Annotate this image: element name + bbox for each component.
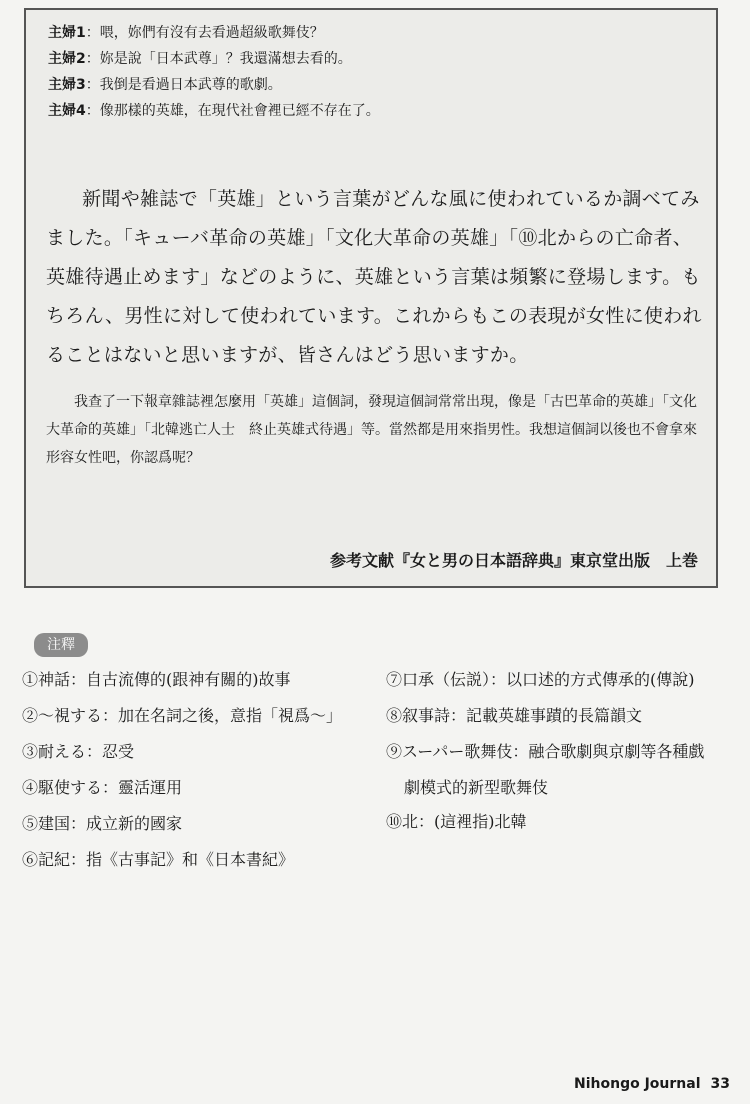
note-term: ②～視する [22, 706, 103, 725]
note-meaning: ：自古流傳的(跟神有關的)故事 [70, 670, 291, 689]
note-term: ⑥記紀 [22, 850, 71, 869]
note-term: ⑧叙事詩 [386, 706, 451, 725]
note-item [386, 740, 736, 800]
note-term: ⑤建国 [22, 814, 71, 833]
dialogue [48, 20, 698, 124]
chinese-paragraph [46, 388, 706, 472]
dialogue-line [48, 20, 698, 46]
note-meaning: ：融合歌劇與京劇等各種戲 [512, 742, 705, 761]
note-item [22, 776, 382, 812]
speaker: 主婦2 [48, 51, 86, 67]
note-term: ③耐える [22, 742, 87, 761]
note-meaning-continued: 劇模式的新型歌舞伎 [404, 778, 549, 797]
note-term: ⑨スーパー歌舞伎 [386, 742, 513, 761]
note-meaning: ：指《古事記》和《日本書紀》 [70, 850, 295, 869]
speaker: 主婦3 [48, 77, 86, 93]
article-box [24, 8, 718, 588]
notes-label: 注釋 [34, 633, 88, 657]
reference: 参考文献『女と男の日本語辞典』東京堂出版 上巻 [329, 551, 698, 570]
notes-left-column [22, 668, 382, 884]
notes-right-column [386, 668, 736, 846]
dialogue-line [48, 98, 698, 124]
note-meaning: ：成立新的國家 [70, 814, 183, 833]
dialogue-line [48, 72, 698, 98]
journal-name: Nihongo Journal [574, 1076, 701, 1092]
note-item [386, 668, 736, 704]
note-item [22, 704, 382, 740]
note-item [386, 810, 736, 846]
note-term: ④駆使する [22, 778, 103, 797]
note-meaning: ：以口述的方式傳承的(傳說) [490, 670, 695, 689]
speaker: 主婦4 [48, 103, 86, 119]
japanese-text: 新聞や雑誌で「英雄」という言葉がどんな風に使われているか調べてみました。「キューバ革命の英雄」「文化大革命の英雄」「⑩北からの亡命者、英雄待遇止めます」などのように、英雄という言葉は頻繁に登場します。もちろん、男性に対して使われています。これからもこの表現が女性に使われることはないと思いますが、皆さんはどう思いますか。 [46, 188, 702, 366]
note-term: ⑩北 [386, 812, 419, 831]
note-term: ⑦口承（伝説） [386, 670, 491, 689]
dialogue-text: ：喂，妳們有沒有去看過超級歌舞伎？ [85, 25, 324, 41]
note-item [22, 848, 382, 884]
note-item [386, 704, 736, 740]
page-footer [574, 1076, 730, 1092]
dialogue-line [48, 46, 698, 72]
dialogue-text: ：妳是說「日本武尊」？我還滿想去看的。 [85, 51, 352, 67]
note-item [22, 668, 382, 704]
note-meaning: ：記載英雄事蹟的長篇韻文 [450, 706, 643, 725]
note-meaning: ：(這裡指)北韓 [418, 812, 527, 831]
note-item [22, 740, 382, 776]
page-number: 33 [710, 1076, 730, 1092]
note-term: ①神話 [22, 670, 71, 689]
chinese-text: 我查了一下報章雜誌裡怎麼用「英雄」這個詞，發現這個詞常常出現，像是「古巴革命的英雄」「文化大革命的英雄」「北韓逃亡人士 終止英雄式待遇」等。當然都是用來指男性。我想這個詞以後也不會拿來形容女性吧，你認爲呢？ [46, 394, 697, 466]
note-meaning: ：忍受 [86, 742, 135, 761]
dialogue-text: ：我倒是看過日本武尊的歌劇。 [85, 77, 282, 93]
note-item [22, 812, 382, 848]
note-meaning: ：加在名詞之後，意指「視爲～」 [102, 706, 343, 725]
note-meaning: ：靈活運用 [102, 778, 183, 797]
speaker: 主婦1 [48, 25, 86, 41]
japanese-paragraph [46, 180, 706, 375]
dialogue-text: ：像那樣的英雄，在現代社會裡已經不存在了。 [85, 103, 380, 119]
